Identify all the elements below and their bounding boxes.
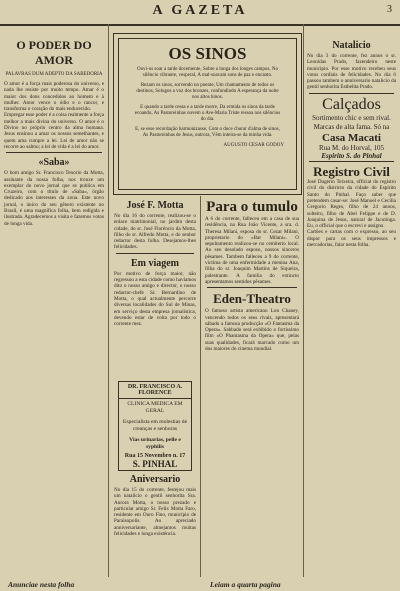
headline-tumulo: Para o tumulo (206, 199, 298, 215)
divider (116, 253, 194, 254)
headline-aniversario: Aniversario (129, 474, 181, 485)
column-4 (305, 32, 398, 575)
article-text: No dia 16 do corrente, realizou-se o enlace matrimonial, no jardim desta cidade, do sr. José Florêncio da Motta, filho do sr. Alfredo Motta, e do senhor redactor desta folha. Desejamos-lhes felicidades. (114, 213, 196, 251)
headline-eden: Eden-Theatro (213, 291, 291, 307)
article-text: O amor é a força mais poderosa do universo, e nada lhe resiste por muito tempo. Amar é o maior dos dons concedidos ao homem e à mulher. Amor vence o ódio e o rancor, e transforma o coração do mais endurecido. (4, 81, 104, 113)
calcados-text: Sortimento chic e sem rival. Marcas de alta fama. Só na (312, 113, 391, 131)
headline-calcados: Calçados (322, 95, 381, 113)
doctor-advert (118, 381, 192, 471)
article-text: Cartões e cartas com o expresso, ao seu dispor para os seus impressos e mercadorias, falar nesta folha. (307, 229, 396, 249)
headline-poder-amor: O PODER DO AMOR (16, 38, 92, 67)
column-3 (203, 198, 301, 575)
column-rule (108, 24, 109, 577)
poem-body (119, 67, 296, 139)
column-1 (2, 32, 106, 575)
subheadline: PALAVRAS DUM ADEPTO DA SABEDORIA (5, 72, 103, 77)
article-text: Empregar esse poder é a coisa realmente a força melhor a mais divina do universo. O amor é o Divino no próprio centro da alma humana. Jesus ensinou a amar os nossos semelhantes, e quem ama cumpre a lei. Lei de amor não se recorre ao salmo; a lei de vida é a lei do amor. (4, 112, 104, 150)
divider (6, 152, 102, 153)
poem-stanza: Ouvi-os soar a tarde docemente, Sobre a longa dos longes campos, No silêncio vibrante, vesperal, A mal-soavam sons de paz e encanto. (137, 67, 278, 78)
casa-city: Espirito S. do Pinhal (321, 151, 382, 160)
headline-registro: Registro Civil (313, 164, 390, 180)
headline-saba: «Saba» (38, 157, 70, 169)
article-text: Por motivo de força maior, não regressou a esta cidade como havíamos dito o nosso amigo e director, o nosso redactor-chefe Sr. Bernardino de Motta, o qual actualmente percorre diversas localidades do Sul de Minas, em serviço desta empresa jornalística, devendo estar de volta por todo o corrente mez. (114, 270, 196, 328)
poem-stanza: Rezam os sinos, sorvendo no poente, Um chamamento de todos os destinos, Solugos a voz dos bronzes, confundindo A esperança da noite nos altos hinos. (136, 83, 279, 100)
divider (309, 161, 394, 162)
article-text: A 6 do corrente, falleceu em a casa de sua residência, na Rua João Vicente, a sra. d. Theresa Milani, esposa do sr. Cezar Milani, proprietario do «Bar Milani». O sepultamento realizou-se no cemiterio local. Ao seu desolado esposo, nossos sinceros pêsames. Tambem falleceu a 9 do corrente, victima de uma enfermidade a menina Ana, filha do sr. Joaquim Martins de Siqueira, palestrante. A familia do extincto apresentamos sentidos pêsames. (205, 216, 299, 285)
poem-title: OS SINOS (168, 44, 247, 63)
newspaper-title: A GAZETA (152, 3, 248, 18)
headline-em-viagem: Em viagem (130, 257, 180, 269)
poem-box (113, 33, 302, 195)
casa-address: Rua M. do Horval, 105 (319, 143, 384, 152)
masthead (0, 0, 400, 26)
footer-advert: Anunciae nesta folha (8, 580, 75, 589)
doctor-vias: Vias urinarias, pelle e syphilis (129, 437, 181, 450)
divider (207, 287, 297, 288)
headline-jose-motta: José F. Motta (126, 200, 184, 211)
headline-natalicio: Natalicio (332, 40, 371, 51)
poem-stanza: E quando a tarde cessa e a tarde morre, Da ermida os sinos da tarde ecoando, As Pastoreinhas ouvem o Ave-Maria Triste ressoa nos silêncios do dia. (134, 105, 281, 122)
casa-macati: Casa Macati (322, 131, 381, 144)
divider (309, 93, 394, 94)
poem-stanza: E, se esse recordação harmonizasse, Com o doce chorar d'alma de sinos, As Pastoreinhas de Jesus, outrora, Vêm inteira-se da minha vida. (135, 127, 280, 138)
doctor-name: DR. FRANCISCO A. FLORENCE (119, 382, 191, 399)
page-number: 3 (387, 4, 392, 15)
column-rule (303, 24, 304, 577)
article-text: No dia 3 do corrente, fez annos o sr. Leonidas Prado, fazendeiro neste municipio. Por esse motivo recebeu seus votos cordiais de felicidades. No dia 6 passou tambem o anniversario natalicio da gentil senhorita Esthelita Prado. (307, 53, 396, 91)
doctor-city: S. PINHAL (132, 459, 178, 469)
article-text: José Dugerio Teixeira, official do registro civil do districto da cidade do Espirito Santo do Pinhal. Faço saber que pretendem casar-se: José Manoel e Cecilia Gregorio Reges, filho de 24 annos, solteiro, filho de Abel Felippe e de D. Joaquina de Jesus, natural de Jacutinga. Eu, o official que o escrevi e assigno. (307, 179, 396, 230)
column-rule (200, 196, 201, 577)
article-text: O bom amigo Sr. Francisco Tenorio da Motta, assinante da nossa folha, nos trouxe um exemplar do novo jornal que se publica em Cruzeiro, com o título de «Saba», órgão dedicado aos interesses da zona. Este novo jornal, o único do seu gênero existente no Brasil, é uma magnífica folha, bem redigida e ilustrada. Agradecemos a visita e fazemos votos de longa vida. (4, 170, 104, 227)
doctor-subtitle: CLINICA MEDICA EM GERAL (127, 401, 183, 414)
poem-author: AUGUSTO CESAR GODOY (223, 143, 284, 148)
article-text: No dia 15 do corrente, festejou mais um natalício o gentil senhorita Sra. Aurora Motta, o nosso prezado e particular amigo Sr. Felix Motta Faro, residente em Ouro Fino, município de Paraisopolis. Ao apreciado anniversariante, almejamos muitas felicidades e longa existência. (114, 487, 196, 538)
doctor-address: Rua 15 Novembro n. 17 (124, 453, 186, 459)
article-text: O famoso artista americano Lon Chaney, vencendo todos os seus rivais, apresentará sábado a famosa producção «O Fantasma da Opera». Sabbado será exhibido o fortíssimo film «O Phantasma da Opera» que, pelas suas qualidades, ficará marcado como um dos maiores do cinema mundial. (205, 308, 299, 353)
poem-inner-frame (118, 38, 297, 190)
column-2-lower (112, 472, 198, 575)
footer-fourth-page: Leiam a quarta pagina (210, 580, 281, 589)
doctor-specialty: Especialista em molestias de creanças e senhoras (122, 419, 188, 432)
